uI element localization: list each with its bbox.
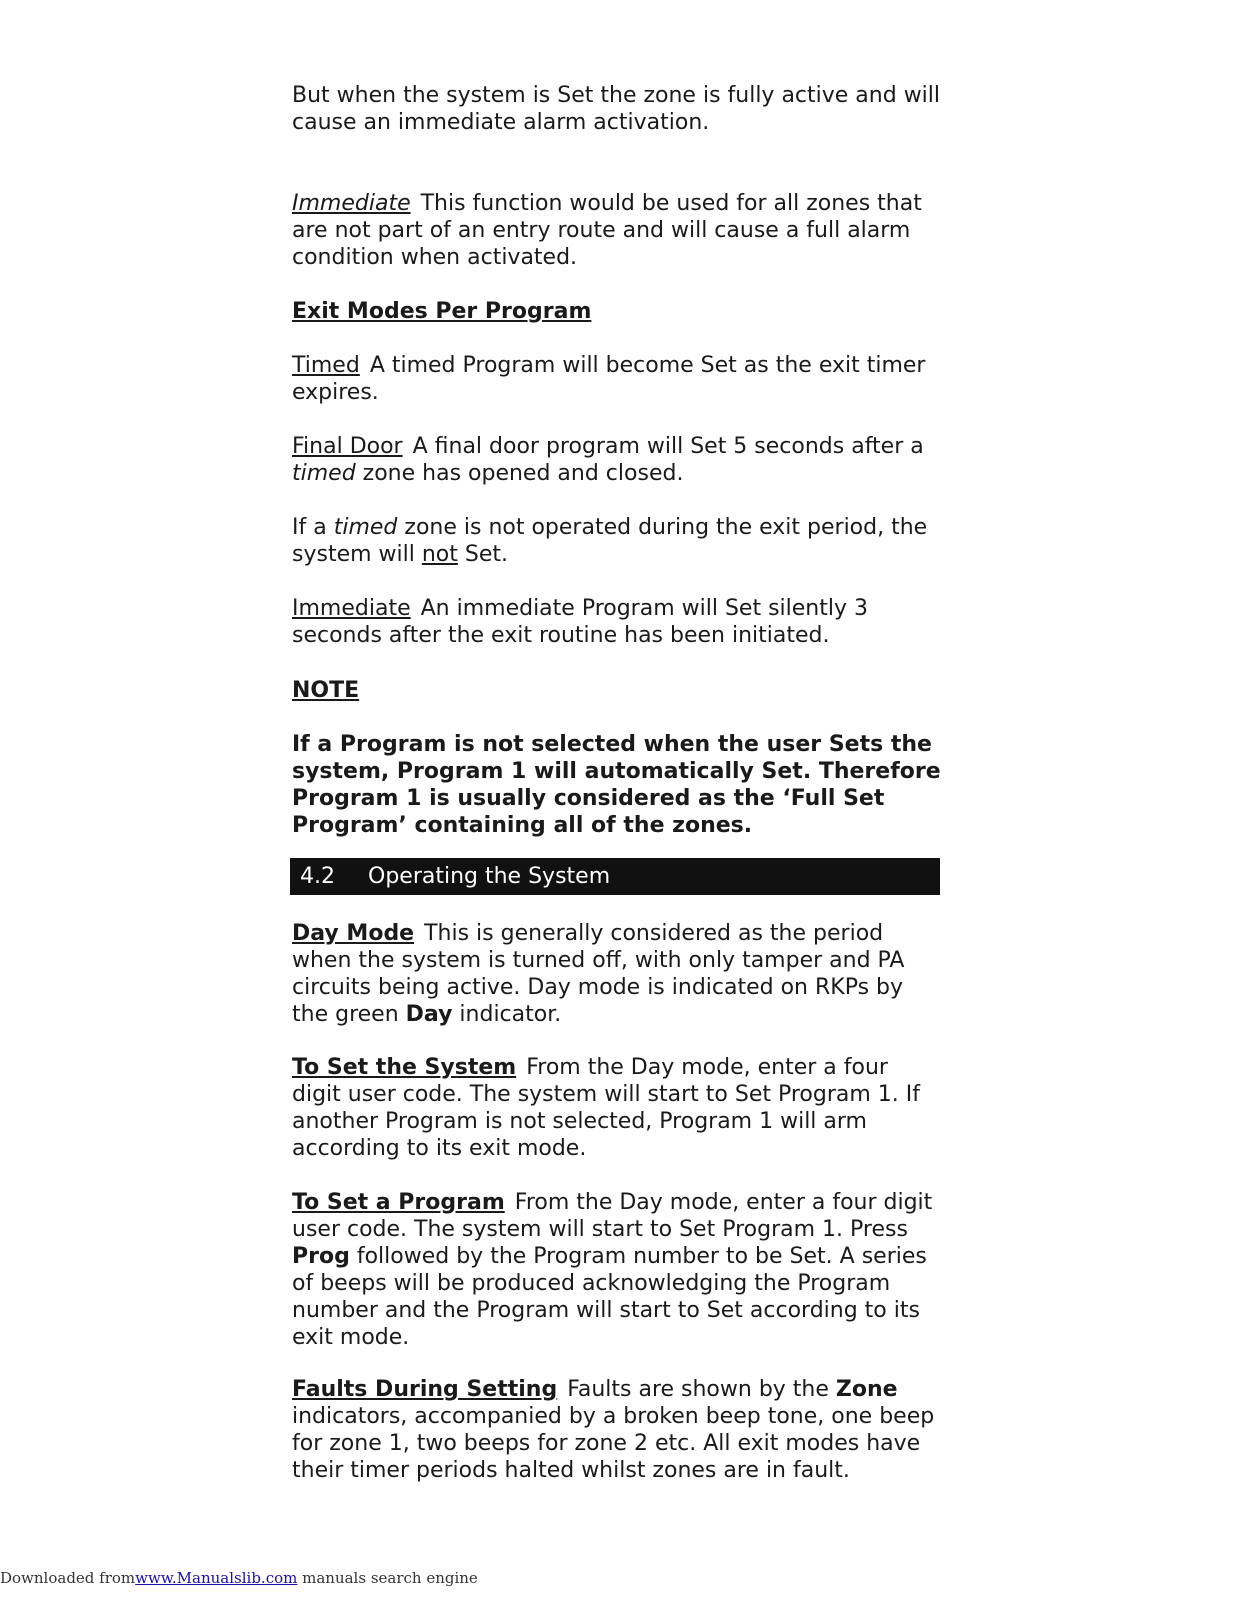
term-immediate: Immediate — [292, 596, 411, 621]
underlined-not: not — [421, 542, 458, 567]
section-number: 4.2 — [300, 864, 335, 889]
paragraph-text: A final door program will Set 5 seconds after a — [412, 434, 924, 459]
paragraph-text: indicators, accompanied by a broken beep tone, one beep for zone 1, two beeps for zone 2 etc. All exit modes have their timer periods halted whilst zones are in fault. — [292, 1404, 935, 1483]
paragraph-text: From the Day mode, enter a four digit user code. The system will start to Set Program 1. Press — [292, 1190, 933, 1242]
term-faults: Faults During Setting — [292, 1377, 558, 1402]
paragraph-timed — [292, 352, 942, 406]
italic-timed: timed — [292, 461, 356, 486]
paragraph-immediate-zone — [292, 190, 942, 271]
paragraph-text: followed by the Program number to be Set. A series of beeps will be produced acknowledging the Program number and the Program will start to Set according to its exit mode. — [292, 1244, 927, 1350]
paragraph-text: If a — [292, 515, 327, 540]
paragraph-set-active — [292, 82, 942, 136]
paragraph-text: Faults are shown by the — [567, 1377, 829, 1402]
heading-text: NOTE — [292, 678, 360, 703]
term-timed: Timed — [292, 353, 360, 378]
paragraph-set-program — [292, 1189, 942, 1351]
section-header-bar — [290, 858, 940, 895]
download-footer — [0, 1569, 478, 1587]
term-day-mode: Day Mode — [292, 921, 415, 946]
paragraph-text: indicator. — [459, 1002, 562, 1027]
paragraph-text: This is generally considered as the period when the system is turned off, with only tamper and PA circuits being active. Day mode is indicated on RKPs by the green — [292, 921, 905, 1027]
paragraph-day-mode — [292, 920, 942, 1028]
manualslib-link[interactable]: www.Manualslib.com — [135, 1569, 298, 1587]
bold-prog: Prog — [292, 1244, 350, 1269]
paragraph-faults — [292, 1376, 942, 1484]
italic-timed: timed — [333, 515, 398, 540]
heading-text: Exit Modes Per Program — [292, 299, 592, 324]
footer-suffix: manuals search engine — [302, 1569, 478, 1587]
term-set-system: To Set the System — [292, 1055, 517, 1080]
footer-prefix: Downloaded from — [0, 1569, 136, 1587]
term-set-program: To Set a Program — [292, 1190, 505, 1215]
paragraph-set-system — [292, 1054, 942, 1162]
paragraph-text: If a Program is not selected when the user Sets the system, Program 1 will automatically Set. Therefore Program 1 is usually considered as the ‘Full Set Program’ containing all of the zones. — [292, 732, 941, 838]
paragraph-text: zone has opened and closed. — [362, 461, 684, 486]
paragraph-immediate-program — [292, 595, 942, 649]
paragraph-text: But when the system is Set the zone is fully active and will cause an immediate alarm activation. — [292, 83, 941, 135]
term-final-door: Final Door — [292, 434, 403, 459]
paragraph-text: zone is not operated during the exit period, the system will — [292, 515, 928, 567]
heading-note — [292, 677, 942, 704]
paragraph-text: A timed Program will become Set as the exit timer expires. — [292, 353, 926, 405]
heading-exit-modes — [292, 298, 942, 325]
bold-day: Day — [405, 1002, 453, 1027]
paragraph-text: From the Day mode, enter a four digit user code. The system will start to Set Program 1. If another Program is not selected, Program 1 will arm according to its exit mode. — [292, 1055, 921, 1161]
section-title: Operating the System — [368, 864, 611, 889]
paragraph-text: An immediate Program will Set silently 3 seconds after the exit routine has been initiated. — [292, 596, 868, 648]
paragraph-text: This function would be used for all zones that are not part of an entry route and will cause a full alarm condition when activated. — [292, 191, 922, 270]
paragraph-final-door — [292, 433, 942, 487]
paragraph-text: Set. — [464, 542, 509, 567]
note-text — [292, 731, 942, 839]
term-immediate: Immediate — [292, 191, 411, 216]
paragraph-timed-note — [292, 514, 942, 568]
bold-zone: Zone — [835, 1377, 898, 1402]
